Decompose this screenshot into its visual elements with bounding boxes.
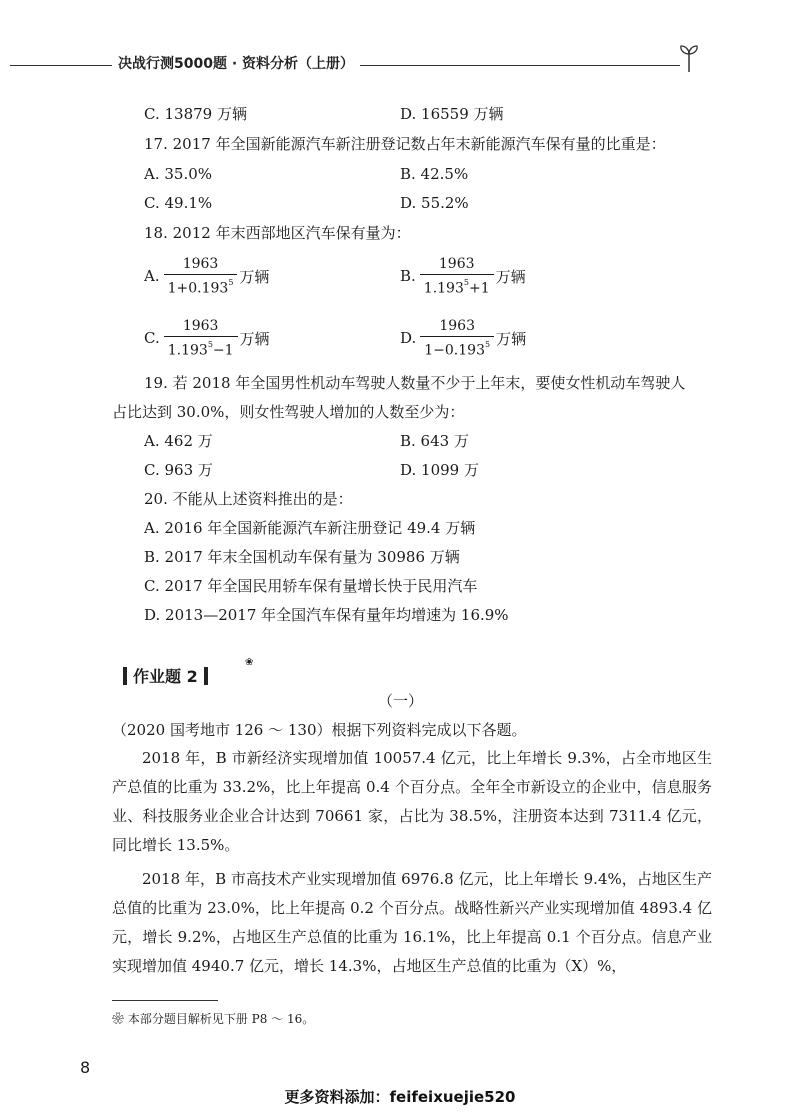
section-heading (117, 664, 214, 687)
q20-stem: 20. 不能从上述资料推出的是： (144, 490, 353, 508)
q18-option-a-numerator: 1963 (182, 256, 219, 272)
q19-stem-line2: 占比达到 30.0%，则女性驾驶人增加的人数至少为： (112, 403, 465, 421)
q18-option-d-numerator: 1963 (439, 318, 475, 334)
q19-option-c: C. 963 万 (144, 461, 213, 479)
q17-option-d: D. 55.2% (400, 194, 469, 212)
q18-option-b (400, 256, 526, 297)
q18-option-a-label: A. (144, 267, 160, 286)
q18-option-b-label: B. (400, 267, 416, 286)
q17-option-b: B. 42.5% (400, 165, 469, 183)
q18-option-c-numerator: 1963 (182, 318, 219, 334)
header-title: 决战行测5000题 · 资料分析（上册） (112, 53, 360, 73)
q18-option-d-label: D. (400, 329, 417, 348)
intro-line: （2020 国考地市 126 ～ 130）根据下列资料完成以下各题。 (112, 721, 527, 739)
q19-option-d: D. 1099 万 (400, 461, 479, 479)
paragraph-2: 2018 年，B 市高技术产业实现增加值 6976.8 亿元，比上年增长 9.4%，占地区生产总值的比重为 23.0%，比上年提高 0.2 个百分点。战略性新兴产业实现增加值 4893.4 亿元，增长 9.2%，占地区生产总值的比重为 16.1%，比上年提高 0.1 个百分点。信息产业实现增加值 4940.7 亿元，增长 14.3%，占地区生产总值的比重为（X）%， (112, 870, 712, 975)
q20-option-b: B. 2017 年末全国机动车保有量为 30986 万辆 (144, 548, 460, 566)
section-title: 作业题 2 (133, 667, 198, 686)
paragraph-1: 2018 年，B 市新经济实现增加值 10057.4 亿元，比上年增长 9.3%，占全市地区生产总值的比重为 33.2%，比上年提高 0.4 个百分点。全年全市新设立的企业中，信息服务业、科技服务业企业合计达到 70661 家，占比为 38.5%，注册资本达到 7311.4 亿元，同比增长 13.5%。 (112, 749, 712, 854)
q18-option-b-denominator: $1.193^5+1$ (420, 274, 494, 297)
q20-option-d: D. 2013—2017 年全国汽车保有量年均增速为 16.9% (144, 606, 509, 624)
q18-option-a-denominator: $1+0.193^5$ (164, 274, 238, 297)
q18-option-c-denominator: $1.193^5-1$ (164, 336, 238, 359)
section-bar-right (204, 667, 208, 685)
q20-option-c: C. 2017 年全国民用轿车保有量增长快于民用汽车 (144, 577, 478, 595)
q18-option-d (400, 318, 526, 359)
q18-option-c-label: C. (144, 329, 160, 348)
q18-option-a (144, 256, 269, 297)
q18-option-d-unit: 万辆 (496, 329, 527, 348)
q17-option-a: A. 35.0% (144, 165, 213, 183)
q16-option-d: D. 16559 万辆 (400, 105, 504, 123)
q18-stem: 18. 2012 年末西部地区汽车保有量为： (144, 224, 411, 242)
footnote-rule (112, 1000, 218, 1001)
q17-stem: 17. 2017 年全国新能源汽车新注册登记数占年末新能源汽车保有量的比重是： (144, 135, 666, 153)
q16-option-c: C. 13879 万辆 (144, 105, 247, 123)
q18-option-a-unit: 万辆 (239, 267, 270, 286)
footnote-marker: ❀ (112, 1012, 125, 1026)
q18-option-c (144, 318, 270, 359)
page-number: 8 (80, 1058, 91, 1077)
q18-option-b-unit: 万辆 (495, 267, 526, 286)
sprout-icon (678, 42, 700, 74)
q18-option-b-numerator: 1963 (438, 256, 475, 272)
q19-stem-line1: 19. 若 2018 年全国男性机动车驾驶人数量不少于上年末，要使女性机动车驾驶人 (144, 374, 686, 392)
footnote (112, 1011, 314, 1027)
subsection-title: （一） (378, 692, 424, 710)
footnote-marker-icon: ❀ (245, 657, 254, 668)
footnote-text: 本部分题目解析见下册 P8 ～ 16。 (127, 1012, 315, 1026)
q19-option-b: B. 643 万 (400, 432, 469, 450)
watermark-text: 更多资料添加：feifeixuejie520 (284, 1088, 516, 1106)
section-bar-left (123, 667, 127, 685)
q18-option-c-unit: 万辆 (239, 329, 270, 348)
q19-option-a: A. 462 万 (144, 432, 213, 450)
q18-option-d-denominator: $1-0.193^5$ (420, 336, 494, 359)
q20-option-a: A. 2016 年全国新能源汽车新注册登记 49.4 万辆 (144, 519, 476, 537)
q17-option-c: C. 49.1% (144, 194, 213, 212)
